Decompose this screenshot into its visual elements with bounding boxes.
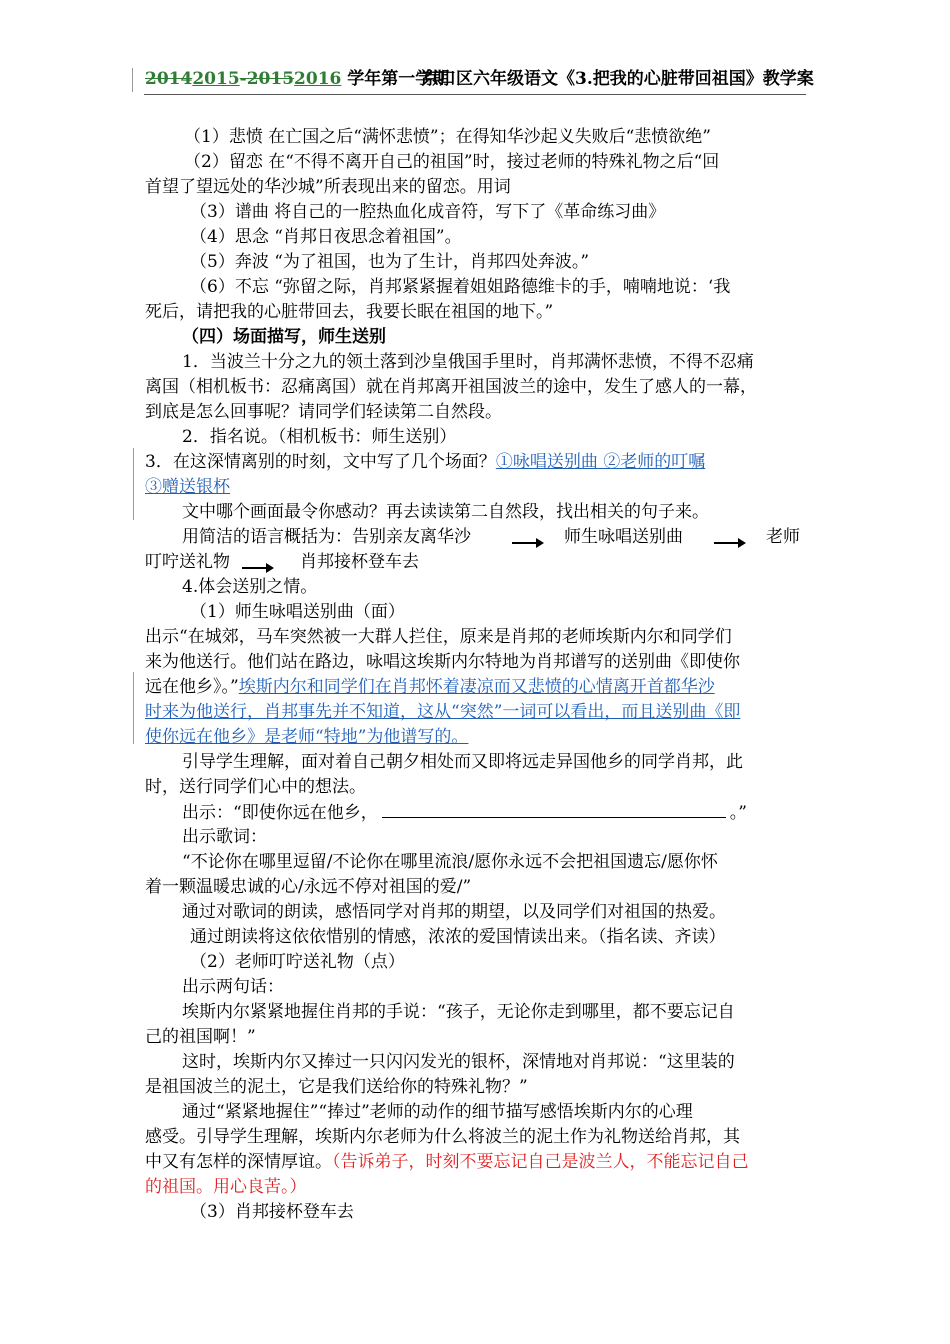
- answer-blank[interactable]: [382, 801, 726, 818]
- paragraph-line: 1．当波兰十分之九的领土落到沙皇俄国手里时，肖邦满怀悲愤，不得不忍痛: [182, 352, 754, 372]
- semester-label: 学年第一学期: [341, 69, 450, 89]
- paragraph-line: 埃斯内尔紧紧地握住肖邦的手说：“孩子，无论你走到哪里，都不要忘记自: [182, 1002, 735, 1022]
- header-year: [145, 64, 449, 89]
- teacher-note: 的祖国。用心良苦。）: [145, 1177, 307, 1197]
- paragraph-line: 通过“紧紧地握住”“捧过”老师的动作的细节描写感悟埃斯内尔的心理: [182, 1102, 693, 1122]
- paragraph-line: 来为他送行。他们站在路边，咏唱这埃斯内尔特地为肖邦谱写的送别曲《即使你: [145, 652, 740, 672]
- paragraph-line: （2）留恋 在“不得不离开自己的祖国”时，接过老师的特殊礼物之后“回: [184, 152, 720, 172]
- summary-step: 肖邦接杯登车去: [300, 552, 419, 572]
- paragraph-line: 首望了望远处的华沙城”所表现出来的留恋。用词: [145, 177, 511, 197]
- teacher-note: （告诉弟子，时刻不要忘记自己是波兰人，不能忘记自己: [332, 1152, 749, 1172]
- summary-step: 叮咛送礼物: [145, 552, 230, 572]
- paragraph-line: 到底是怎么回事呢？请同学们轻读第二自然段。: [145, 402, 502, 422]
- question-text: 3．在这深情离别的时刻，文中写了几个场面？: [145, 452, 496, 472]
- arrow-right-icon: [512, 538, 544, 548]
- paragraph-line: （1）悲愤 在亡国之后“满怀悲愤”；在得知华沙起义失败后“悲愤欲绝”: [184, 127, 711, 147]
- paragraph-line: （3）谱曲 将自己的一腔热血化成音符，写下了《革命练习曲》: [190, 202, 666, 222]
- subheading: （1）师生咏唱送别曲（面）: [190, 602, 405, 622]
- revision-bar: [133, 672, 134, 744]
- section-heading: （四）场面描写，师生送别: [182, 327, 386, 347]
- deleted-year: 2014: [145, 69, 193, 89]
- summary-step: 师生咏唱送别曲: [564, 527, 683, 547]
- arrow-right-icon: [242, 563, 274, 573]
- paragraph-line: 通过对歌词的朗读，感悟同学对肖邦的期望，以及同学们对祖国的热爱。: [182, 902, 726, 922]
- paragraph-text: 中又有怎样的深情厚谊。: [145, 1152, 332, 1172]
- deleted-dash: -: [239, 69, 247, 89]
- paragraph-line: 4.体会送别之情。: [182, 577, 318, 597]
- paragraph-line: 时，送行同学们心中的想法。: [145, 777, 366, 797]
- analysis-link[interactable]: 时来为他送行，肖邦事先并不知道，这从“突然”一词可以看出，而且送别曲《即: [145, 702, 741, 722]
- answer-link[interactable]: ①咏唱送别曲 ②老师的叮嘱: [495, 452, 706, 472]
- fill-blank-line: [182, 801, 747, 824]
- arrow-right-icon: [714, 538, 746, 548]
- summary-line: [182, 526, 471, 548]
- lyrics-line: “不论你在哪里逗留/不论你在哪里流浪/愿你永远不会把祖国遗忘/愿你怀: [182, 852, 718, 872]
- paragraph-line: [145, 476, 230, 498]
- analysis-link[interactable]: 埃斯内尔和同学们在肖邦怀着凄凉而又悲愤的心情离开首都华沙: [238, 677, 715, 697]
- subheading: （3）肖邦接杯登车去: [190, 1202, 354, 1222]
- paragraph-line: [145, 451, 705, 473]
- paragraph-line: 死后，请把我的心脏带回去，我要长眠在祖国的地下。”: [145, 302, 554, 322]
- inserted-year: 2015: [192, 69, 240, 89]
- subheading: （2）老师叮咛送礼物（点）: [190, 952, 405, 972]
- paragraph-line: （5）奔波 “为了祖国，也为了生计，肖邦四处奔波。”: [190, 252, 590, 272]
- analysis-link[interactable]: 使你远在他乡》是老师“特地”为他谱写的。: [145, 727, 469, 747]
- paragraph-line: [145, 676, 715, 698]
- paragraph-line: 是祖国波兰的泥土，它是我们送给你的特殊礼物？”: [145, 1077, 528, 1097]
- prompt-text: 出示：“即使你远在他乡，: [182, 803, 378, 823]
- deleted-year: 2015: [246, 69, 295, 89]
- summary-step: 用简洁的语言概括为：告别亲友离华沙: [182, 527, 471, 547]
- paragraph-line: 出示两句话：: [182, 977, 284, 997]
- paragraph-line: 己的祖国啊！”: [145, 1027, 256, 1047]
- prompt-end: 。”: [729, 803, 747, 823]
- paragraph-line: （4）思念 “肖邦日夜思念着祖国”。: [190, 227, 462, 247]
- paragraph-line: [145, 1151, 749, 1173]
- paragraph-line: 这时，埃斯内尔又捧过一只闪闪发光的银杯，深情地对肖邦说：“这里装的: [182, 1052, 735, 1072]
- paragraph-line: 引导学生理解，面对着自己朝夕相处而又即将远走异国他乡的同学肖邦，此: [182, 752, 743, 772]
- header-rule: [144, 94, 806, 95]
- paragraph-line: （6）不忘 “弥留之际，肖邦紧紧握着姐姐路德维卡的手，喃喃地说：‘我: [190, 277, 731, 297]
- revision-bar: [133, 448, 134, 520]
- paragraph-line: 通过朗读将这依依惜别的情感，浓浓的爱国情读出来。（指名读、齐读）: [190, 927, 726, 947]
- header-left-marker: [132, 68, 133, 92]
- header-title: 京口区六年级语文《3.把我的心脏带回祖国》教学案: [422, 69, 814, 89]
- summary-step: 老师: [766, 527, 800, 547]
- paragraph-line: 感受。引导学生理解，埃斯内尔老师为什么将波兰的泥土作为礼物送给肖邦，其: [145, 1127, 740, 1147]
- quote-end: 远在他乡》。”: [145, 677, 239, 697]
- paragraph-line: 文中哪个画面最令你感动？再去读读第二自然段，找出相关的句子来。: [182, 502, 709, 522]
- paragraph-line: 出示歌词：: [182, 827, 267, 847]
- paragraph-line: 2．指名说。（相机板书：师生送别）: [182, 427, 457, 447]
- inserted-year: 2016: [294, 69, 342, 89]
- paragraph-line: 离国（相机板书：忍痛离国）就在肖邦离开祖国波兰的途中，发生了感人的一幕，: [145, 377, 757, 397]
- answer-link[interactable]: ③赠送银杯: [145, 477, 230, 497]
- paragraph-line: 出示“在城郊，马车突然被一大群人拦住，原来是肖邦的老师埃斯内尔和同学们: [145, 627, 732, 647]
- page-header: [140, 64, 814, 94]
- lyrics-line: 着一颗温暖忠诚的心/永远不停对祖国的爱/”: [145, 877, 472, 897]
